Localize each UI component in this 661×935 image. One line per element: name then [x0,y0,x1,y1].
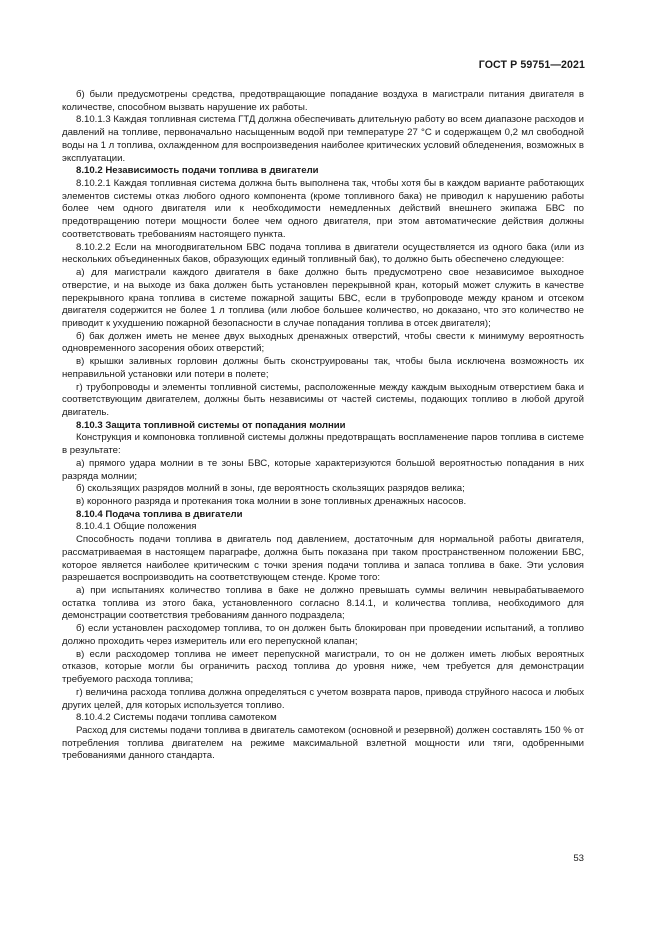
paragraph: Конструкция и компоновка топливной системы должны предотвращать воспламенение паров топлива в системе в результате: [62,432,584,457]
paragraph: 8.10.2.1 Каждая топливная система должна быть выполнена так, чтобы хотя бы в каждом варианте работающих элементов системы отказ любого одного компонента (кроме топливного бака) не приводил к нарушению работы более чем одного двигателя или к необходимости немедленных действий внешнего экипажа БВС по предотвращению потери мощности более чем одного двигателя, при этом автоматические действия должны соответствовать требованиям настоящего пункта. [62,178,584,240]
list-item: г) величина расхода топлива должна определяться с учетом возврата паров, привода струйного насоса и любых других целей, для которых используется топливо. [62,686,584,711]
list-item: г) трубопроводы и элементы топливной системы, расположенные между каждым выходным отверстием бака и соответствующим двигателем, должны быть независимы от частей системы, подающих топливо в любой другой двигатель. [62,381,584,418]
document-body [62,89,584,763]
paragraph: Способность подачи топлива в двигатель под давлением, достаточным для нормальной работы двигателя, рассматриваемая в настоящем параграфе, должна быть показана при таком пространственном положении БВС, которое является наиболее критическим с точки зрения подачи топлива и запаса топлива в баке. Эти условия разрешается воспроизводить на соответствующем стенде. Кроме того: [62,534,584,584]
paragraph: Расход для системы подачи топлива в двигатель самотеком (основной и резервной) должен составлять 150 % от потребления топлива двигателем на режиме максимальной взлетной мощности или тяги, одобренными требованиями данного стандарта. [62,724,584,762]
section-heading: 8.10.2 Независимость подачи топлива в двигатели [76,165,319,177]
list-item: в) если расходомер топлива не имеет перепускной магистрали, то он не должен иметь любых вероятных отказов, которые могли бы ограничить расход топлива до уровня ниже, чем требуется для демонстрации требуемого расхода топлива; [62,648,584,686]
list-item: б) бак должен иметь не менее двух выходных дренажных отверстий, чтобы свести к минимуму вероятность одновременного засорения обоих отверстий; [62,330,584,355]
page-number: 53 [573,853,584,864]
document-header: ГОСТ Р 59751—2021 [478,59,585,71]
list-item: в) крышки заливных горловин должны быть сконструированы так, чтобы была исключена возможность их неправильной установки или потери в полете; [62,356,584,380]
list-item: а) для магистрали каждого двигателя в баке должно быть предусмотрено свое независимое выходное отверстие, и на выходе из бака должен быть установлен перекрывной кран, который может служить в качестве перекрывного крана топлива в системе пожарной защиты БВС, если в трубопроводе между краном и отсеком двигателя содержится не более 1 л топлива (или любое большее количество, но доказано, что это количество не приводит к ухудшению пожарной безопасности в случае попадания топлива в отсек двигателя); [62,267,584,329]
list-item: а) прямого удара молнии в те зоны БВС, которые характеризуются большой вероятностью попадания в них разряда молнии; [62,457,584,482]
subsection-heading: 8.10.4.1 Общие положения [76,521,197,533]
paragraph: 8.10.1.3 Каждая топливная система ГТД должна обеспечивать длительную работу во всем диапазоне расходов и давлений на топливе, первоначально насыщенным водой при температуре 27 °C и содержащем 0,2 мл свободной воды на 1 л топлива, охлажденном для воспроизведения наиболее критических условий обледенения, возможных в эксплуатации. [62,114,584,164]
subsection-heading: 8.10.4.2 Системы подачи топлива самотеком [76,712,277,724]
list-item: а) при испытаниях количество топлива в баке не должно превышать суммы величин невырабатываемого остатка топлива из этого бака, установленного согласно 8.14.1, и количества топлива, необходимого для демонстрации соответствия требованиям данного подраздела; [62,585,584,622]
list-item: б) скользящих разрядов молний в зоны, где вероятность скользящих разрядов велика; [76,483,465,495]
section-heading: 8.10.4 Подача топлива в двигатели [76,508,243,520]
section-heading: 8.10.3 Защита топливной системы от попадания молнии [76,419,346,431]
paragraph: 8.10.2.2 Если на многодвигательном БВС подача топлива в двигатели осуществляется из одного бака (или из нескольких объединенных баков, образующих единый топливный бак), то должно быть обеспечено следующее: [62,241,584,266]
list-item: в) коронного разряда и протекания тока молнии в зоне топливных дренажных насосов. [76,496,467,507]
list-item: б) если установлен расходомер топлива, то он должен быть блокирован при проведении испытаний, а топливо должно проходить через измеритель или его перепускной клапан; [62,623,584,647]
paragraph: б) были предусмотрены средства, предотвращающие попадание воздуха в магистрали питания двигателя в количестве, способном вызвать нарушение их работы. [62,89,584,113]
